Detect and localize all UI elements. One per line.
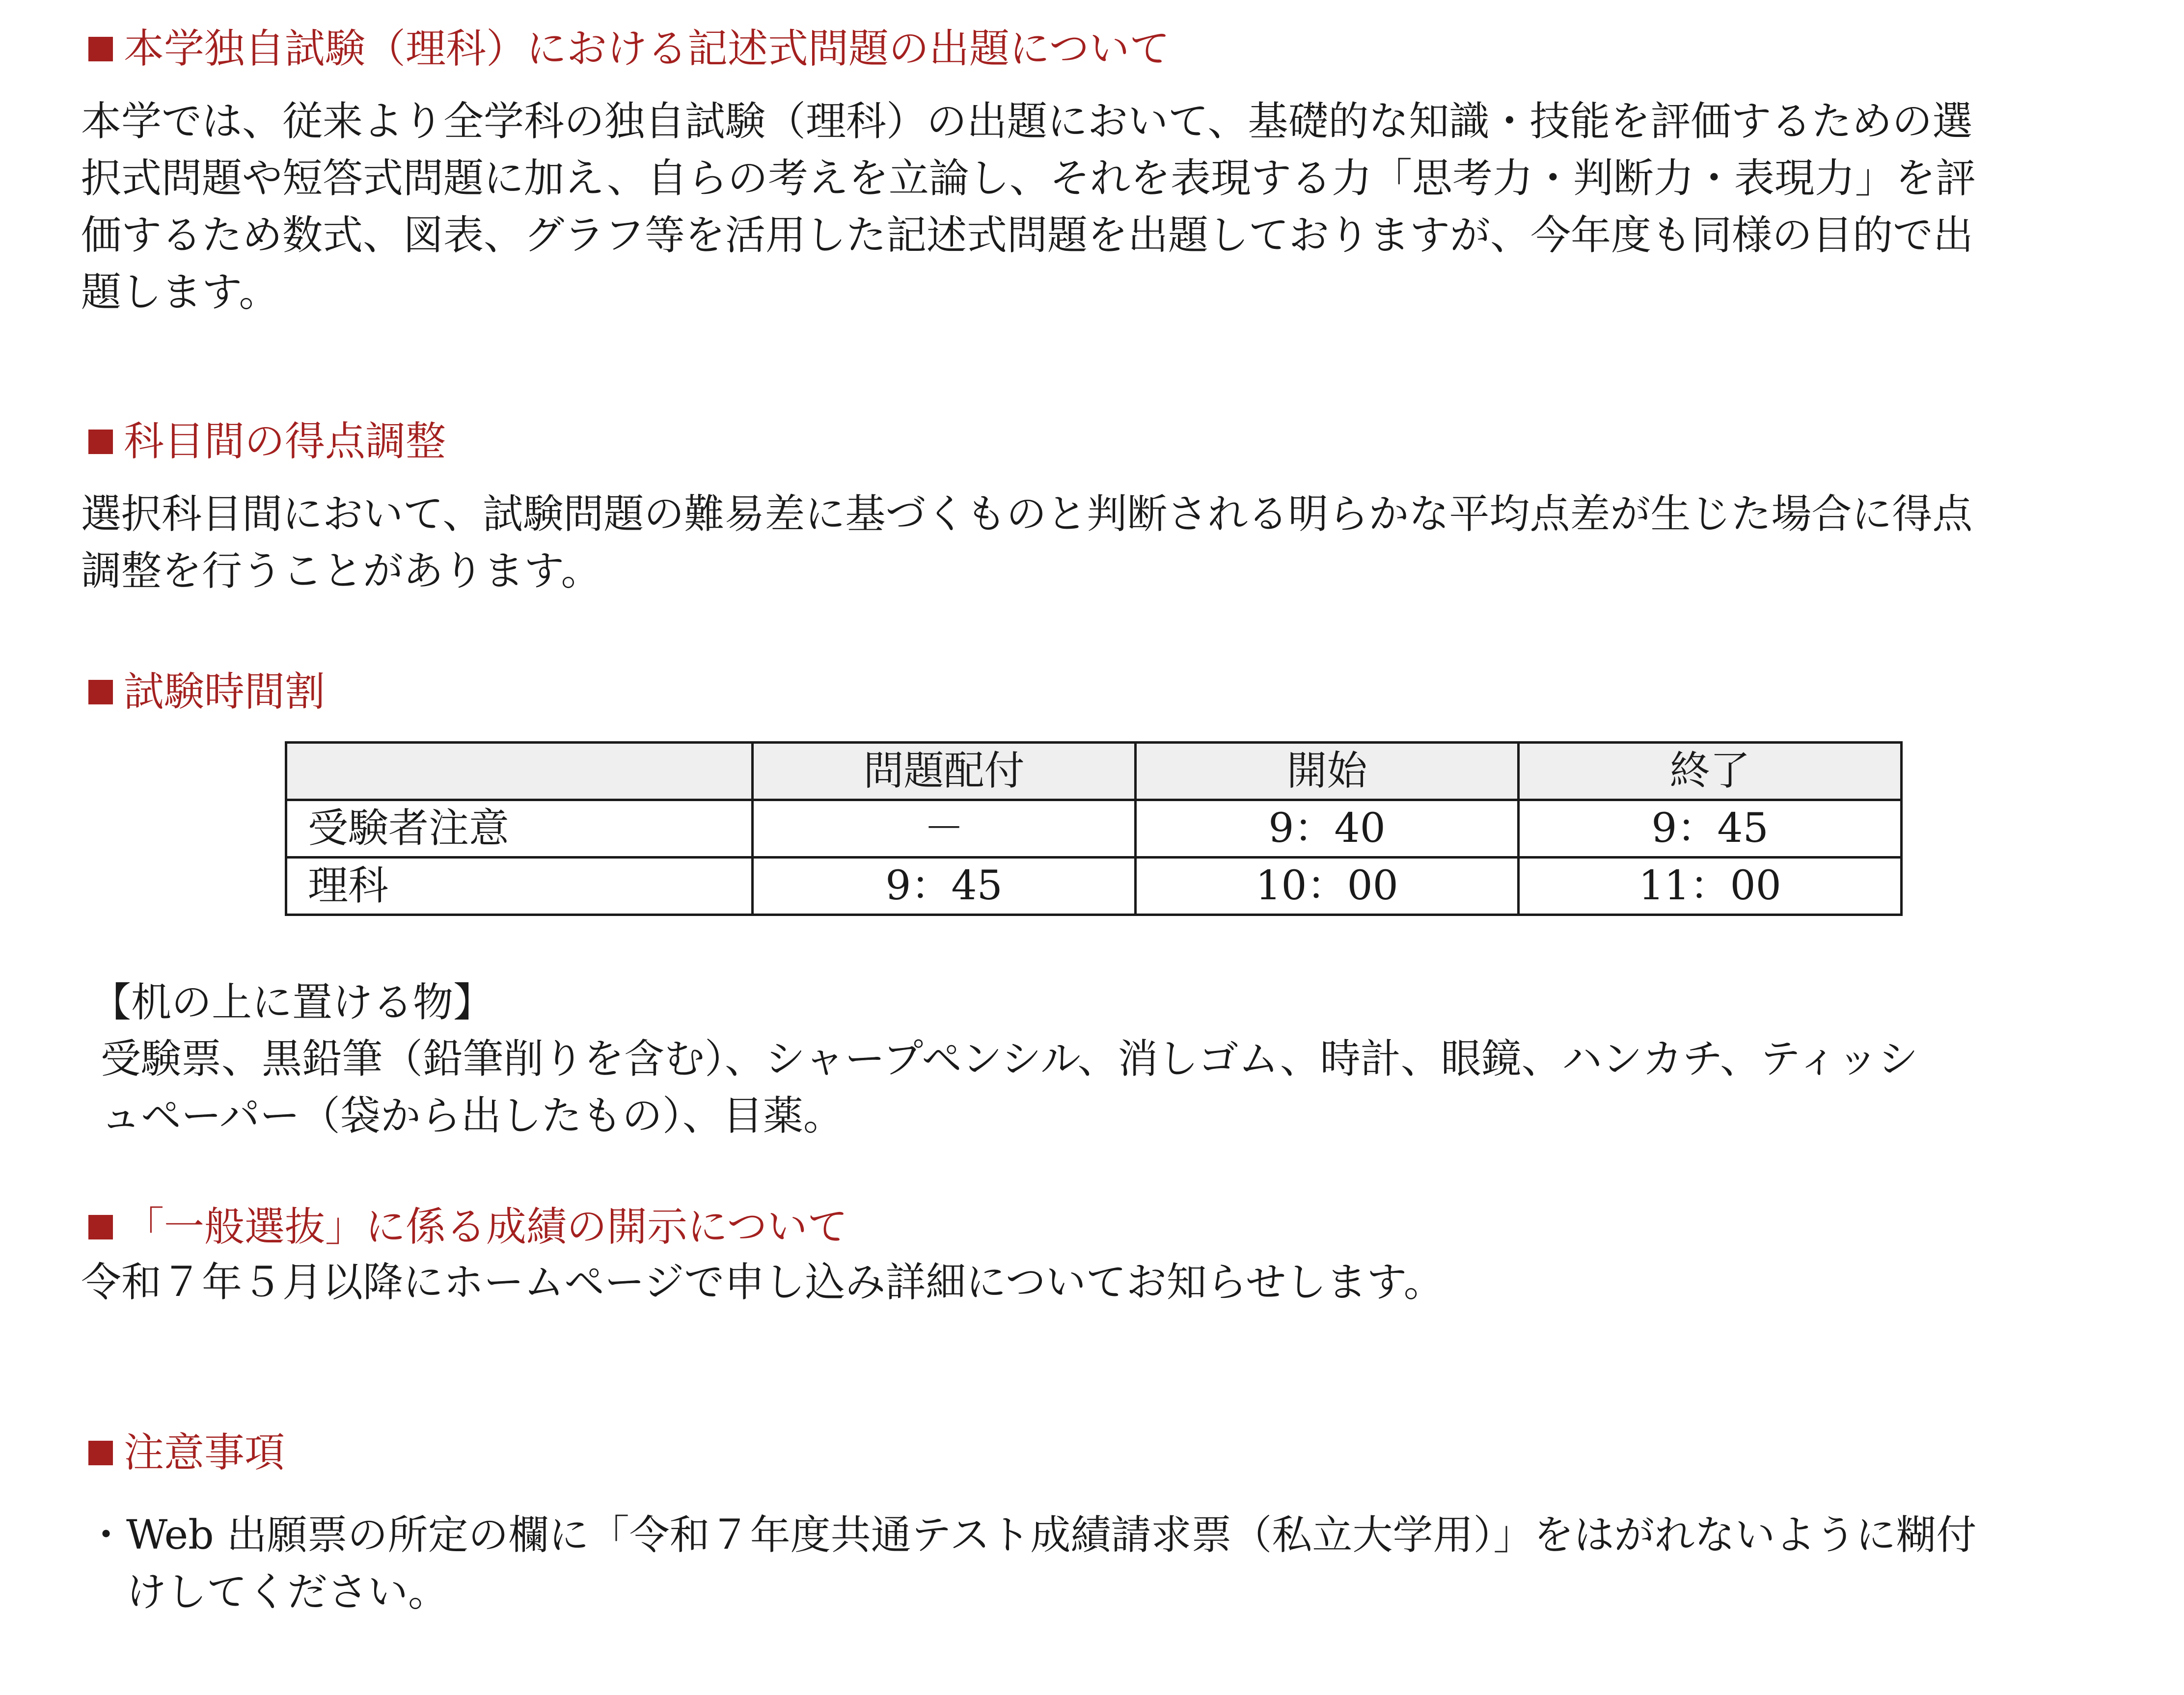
table-cell: 9：45 bbox=[1519, 800, 1902, 858]
table-cell: － bbox=[753, 800, 1136, 858]
table-cell: 9：45 bbox=[753, 858, 1136, 915]
exam-timetable-table bbox=[285, 741, 1903, 916]
table-header-cell: 終了 bbox=[1519, 743, 1902, 800]
paragraph-line: ュペーパー（袋から出したもの）、目薬。 bbox=[101, 1093, 844, 1139]
desk-items-title bbox=[91, 974, 493, 1031]
paragraph-line: 択式問題や短答式問題に加え、自らの考えを立論し、それを表現する力「思考力・判断力・表現力」を評 bbox=[81, 155, 1976, 202]
essay-questions-paragraph bbox=[81, 93, 1976, 321]
heading-text: 試験時間割 bbox=[124, 669, 326, 715]
section-heading-notes bbox=[88, 1426, 285, 1480]
square-bullet-icon bbox=[88, 430, 113, 454]
paragraph-line: 調整を行うことがあります。 bbox=[81, 548, 601, 594]
paragraph-line: ・Web 出願票の所定の欄に「令和７年度共通テスト成績請求票（私立大学用）」をはがれないように糊付 bbox=[86, 1512, 1977, 1559]
table-row bbox=[286, 800, 1902, 858]
section-heading-score-disclosure bbox=[88, 1200, 847, 1254]
score-disclosure-paragraph bbox=[81, 1254, 1444, 1311]
paragraph-line: 題します。 bbox=[81, 269, 279, 316]
table-cell: 9：40 bbox=[1136, 800, 1519, 858]
table-row-label: 理科 bbox=[286, 858, 753, 915]
desk-items-paragraph bbox=[101, 1031, 1918, 1145]
square-bullet-icon bbox=[88, 680, 113, 704]
section-heading-exam-timetable bbox=[88, 665, 325, 719]
paragraph-line: 価するため数式、図表、グラフ等を活用した記述式問題を出題しておりますが、今年度も同様の目的で出 bbox=[81, 212, 1974, 259]
section-heading-score-adjustment bbox=[88, 415, 446, 469]
square-bullet-icon bbox=[88, 37, 113, 61]
table-cell: 10：00 bbox=[1136, 858, 1519, 915]
table-header-row bbox=[286, 743, 1902, 800]
heading-text: 「一般選抜」に係る成績の開示について bbox=[124, 1204, 848, 1250]
table-row-label: 受験者注意 bbox=[286, 800, 753, 858]
notes-paragraph bbox=[86, 1507, 1976, 1621]
table-header-cell bbox=[286, 743, 753, 800]
paragraph-line: けしてください。 bbox=[86, 1569, 449, 1615]
heading-text: 科目間の得点調整 bbox=[124, 418, 446, 465]
section-heading-essay-questions bbox=[88, 22, 1170, 76]
heading-text: 注意事項 bbox=[124, 1429, 285, 1476]
table-header-cell: 開始 bbox=[1136, 743, 1519, 800]
desk-items-title-text: 【机の上に置ける物】 bbox=[91, 979, 494, 1026]
paragraph-line: 選択科目間において、試験問題の難易差に基づくものと判断される明らかな平均点差が生じた場合に得点 bbox=[81, 491, 1973, 538]
paragraph-line: 本学では、従来より全学科の独自試験（理科）の出題において、基礎的な知識・技能を評価するための選 bbox=[81, 98, 1973, 145]
square-bullet-icon bbox=[88, 1441, 113, 1465]
table-cell: 11：00 bbox=[1519, 858, 1902, 915]
heading-text: 本学独自試験（理科）における記述式問題の出題について bbox=[124, 26, 1170, 72]
paragraph-line: 令和７年５月以降にホームページで申し込み詳細についてお知らせします。 bbox=[81, 1259, 1444, 1306]
table-header-cell: 問題配付 bbox=[753, 743, 1136, 800]
score-adjustment-paragraph bbox=[81, 486, 1972, 600]
square-bullet-icon bbox=[88, 1215, 113, 1239]
paragraph-line: 受験票、黒鉛筆（鉛筆削りを含む）、シャープペンシル、消しゴム、時計、眼鏡、ハンカチ、ティッシ bbox=[101, 1036, 1918, 1082]
table-row bbox=[286, 858, 1902, 915]
